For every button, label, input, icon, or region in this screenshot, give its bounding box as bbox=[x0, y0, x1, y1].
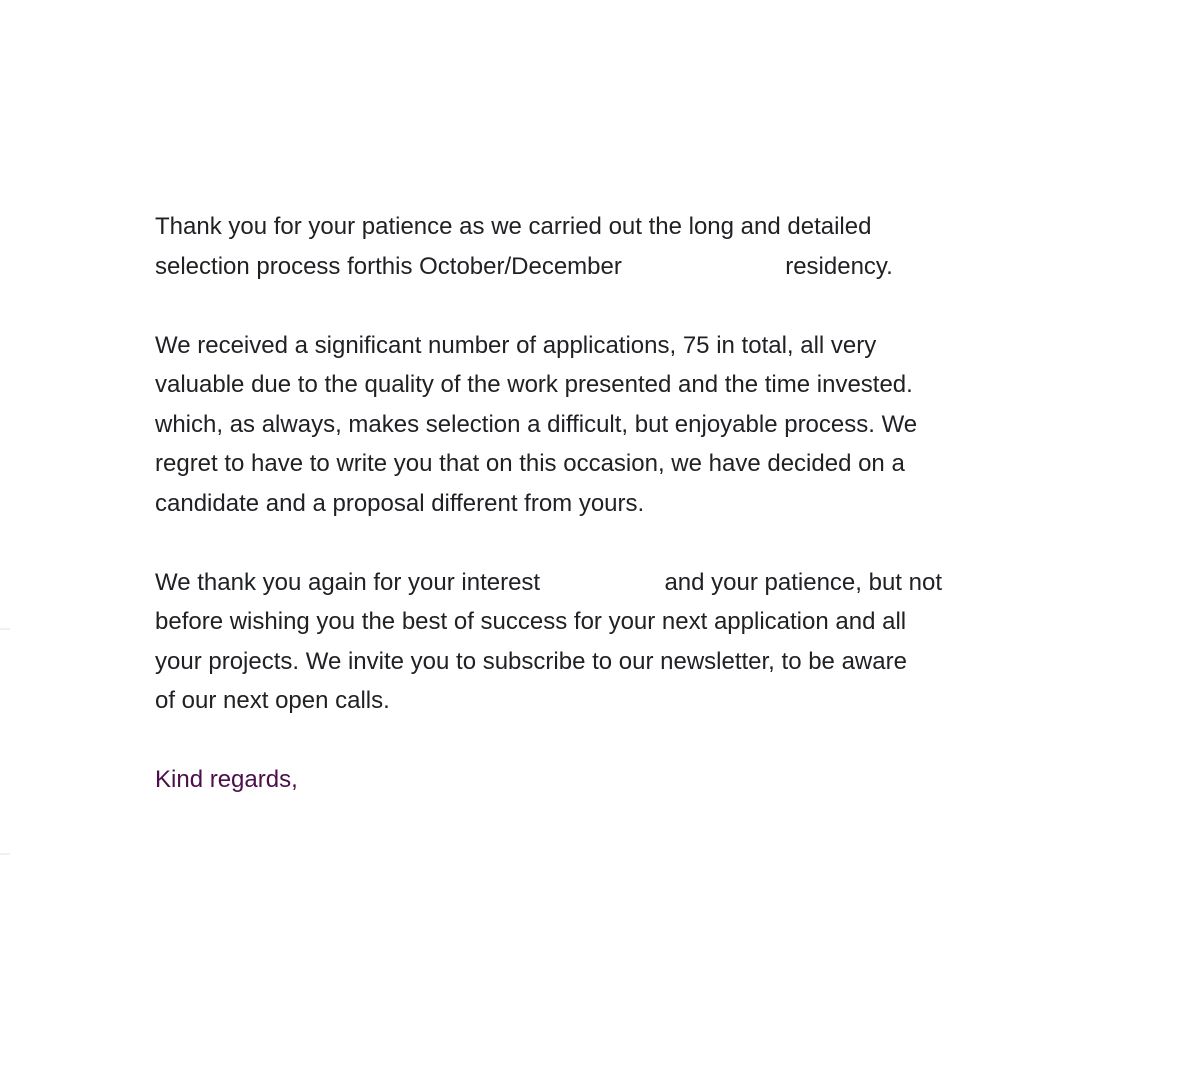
paragraph-selection bbox=[155, 326, 1025, 524]
left-edge-marker-top bbox=[0, 628, 10, 630]
thanks-line-2: before wishing you the best of success for your next application and all bbox=[155, 608, 907, 635]
paragraph-intro bbox=[155, 207, 1025, 286]
thanks-line-1-start: We thank you again for your interest bbox=[155, 568, 541, 596]
left-edge-marker-bottom bbox=[0, 853, 10, 855]
closing-salutation: Kind regards, bbox=[155, 766, 298, 793]
selection-line-2: valuable due to the quality of the work presented and the time invested. bbox=[155, 371, 913, 398]
intro-line-2-end: residency. bbox=[785, 252, 893, 280]
selection-line-5: candidate and a proposal different from yours. bbox=[155, 489, 645, 517]
paragraph-thanks bbox=[155, 563, 1025, 721]
selection-line-3: which, as always, makes selection a difficult, but enjoyable process. We bbox=[155, 410, 918, 438]
email-body bbox=[155, 207, 1025, 839]
thanks-line-3: your projects. We invite you to subscribe to our newsletter, to be aware bbox=[155, 647, 907, 675]
thanks-line-1-end: and your patience, but not bbox=[664, 568, 942, 596]
redacted-name bbox=[629, 250, 779, 274]
redacted-org bbox=[547, 566, 658, 590]
thanks-line-4: of our next open calls. bbox=[155, 687, 390, 714]
intro-line-1: Thank you for your patience as we carried out the long and detailed bbox=[155, 213, 872, 240]
selection-line-1: We received a significant number of applications, 75 in total, all very bbox=[155, 331, 877, 359]
intro-line-2-start: selection process forthis October/December bbox=[155, 252, 622, 280]
selection-line-4: regret to have to write you that on this occasion, we have decided on a bbox=[155, 450, 905, 477]
